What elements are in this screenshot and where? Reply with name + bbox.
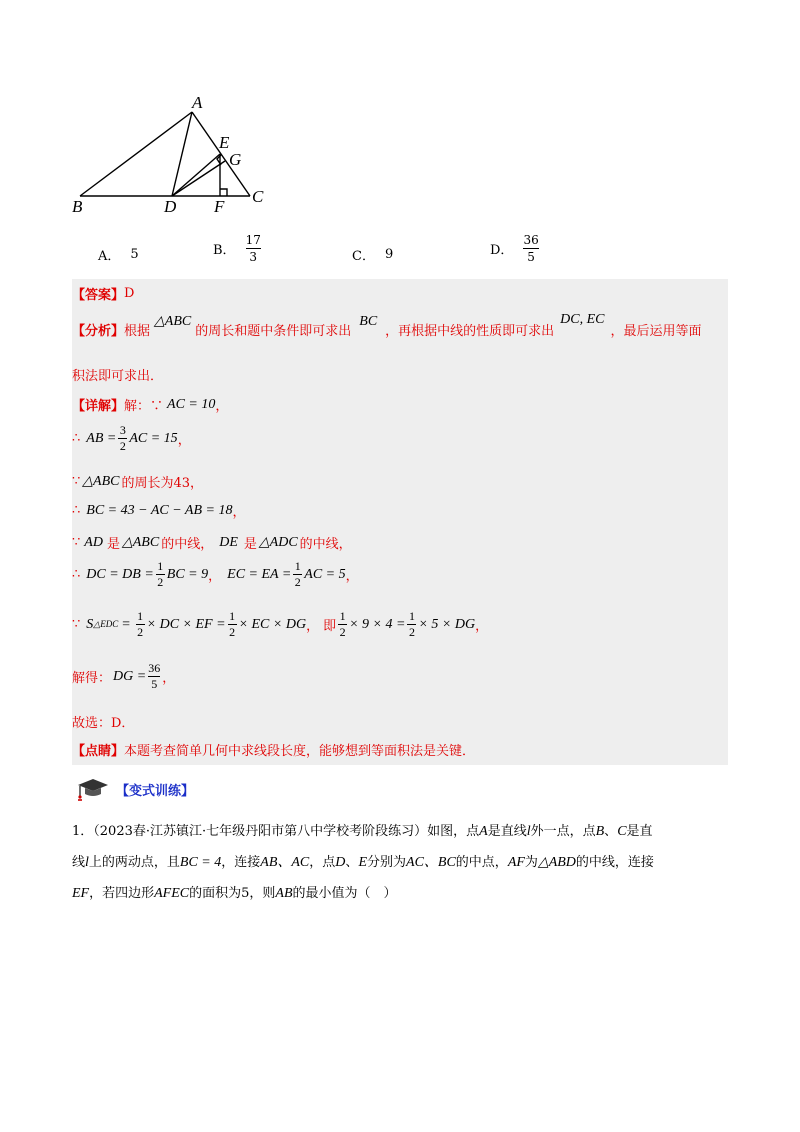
right-angle-f: [220, 189, 227, 196]
problem-line-3: EF，若四边形AFEC的面积为5，则AB的最小值为（ ）: [72, 886, 397, 901]
detail-line-5: ∵ AD 是 △ABC 的中线， DE 是 △ADC 的中线，: [72, 534, 352, 552]
answer-explanation-box: [72, 279, 728, 765]
segment-dg: [172, 161, 225, 196]
triangle-figure: [68, 92, 268, 216]
fraction: 1 2: [229, 609, 236, 639]
problem-line-2: 线l上的两动点，且BC = 4，连接AB、AC，点D、E分别为AC、BC的中点，AF为△ABD的中线，连接: [72, 855, 654, 870]
fraction: 1 2: [294, 559, 301, 589]
label-f: F: [214, 197, 225, 216]
choice-d[interactable]: D． $\frac{36}{5}$: [490, 233, 539, 264]
fraction: $\frac{17}{3}$: [245, 233, 261, 264]
fraction: $\frac{36}{5}$: [523, 233, 539, 264]
choice-b[interactable]: B． $\frac{17}{3}$: [213, 233, 261, 264]
section-title: 【变式训练】: [116, 783, 195, 799]
answer-choices: [0, 233, 800, 273]
fraction: 1 2: [157, 559, 164, 589]
detail-line-3: ∵ △ABC 的周长为43，: [72, 474, 204, 491]
detail-line-7: ∵ S △EDC = 1 2 × DC × EF = 1 2 × EC × DG ， 即 1 2 × 9 × 4 = 1 2 × 5 × DG ，: [72, 609, 489, 639]
answer-line: 【答案】 D: [72, 286, 135, 303]
fraction: 1 2: [339, 609, 346, 639]
detail-line-9: 故选：D．: [72, 716, 135, 731]
comment-line: 【点睛】 本题考查简单几何中求线段长度，能够想到等面积法是关键．: [72, 744, 476, 759]
label-a: A: [192, 93, 203, 112]
choice-c[interactable]: C． 9: [352, 247, 394, 264]
detail-line-6: ∴ DC = DB = 1 2 BC = 9 ， EC = EA = 1 2 AC = 5 ，: [72, 559, 359, 589]
fraction: 1 2: [408, 609, 415, 639]
detail-line-2: ∴ AB = 3 2 AC = 15 ，: [72, 423, 191, 453]
graduation-cap-icon: [76, 776, 110, 802]
detail-line-8: 解得： DG = 36 5 ，: [72, 661, 176, 691]
segment-ac: [192, 112, 250, 196]
analysis-line: 【分析】 根据 △ABC 的周长和题中条件即可求出 BC ，再根据中线的性质即可求出 DC, EC ，最后运用等面: [72, 311, 702, 339]
label-c: C: [252, 187, 264, 206]
problem-line-1: 1．（2023春·江苏镇江·七年级丹阳市第八中学校考阶段练习）如图，点A是直线l外一点，点B、C是直: [72, 824, 653, 839]
label-b: B: [72, 197, 83, 216]
label-d: D: [164, 197, 177, 216]
choice-a[interactable]: A． 5: [98, 247, 139, 264]
fraction: 36 5: [148, 661, 161, 691]
detail-line-4: ∴ BC = 43 − AC − AB = 18 ，: [72, 502, 246, 520]
fraction: 3 2: [119, 423, 126, 453]
detail-line-1: 【详解】 解：∵ AC = 10 ，: [72, 396, 229, 414]
analysis-line-2: 积法即可求出．: [72, 369, 164, 384]
section-header: [76, 776, 194, 802]
segment-de: [172, 154, 220, 196]
label-g: G: [229, 150, 242, 169]
label-e: E: [219, 133, 230, 152]
fraction: 1 2: [137, 609, 144, 639]
